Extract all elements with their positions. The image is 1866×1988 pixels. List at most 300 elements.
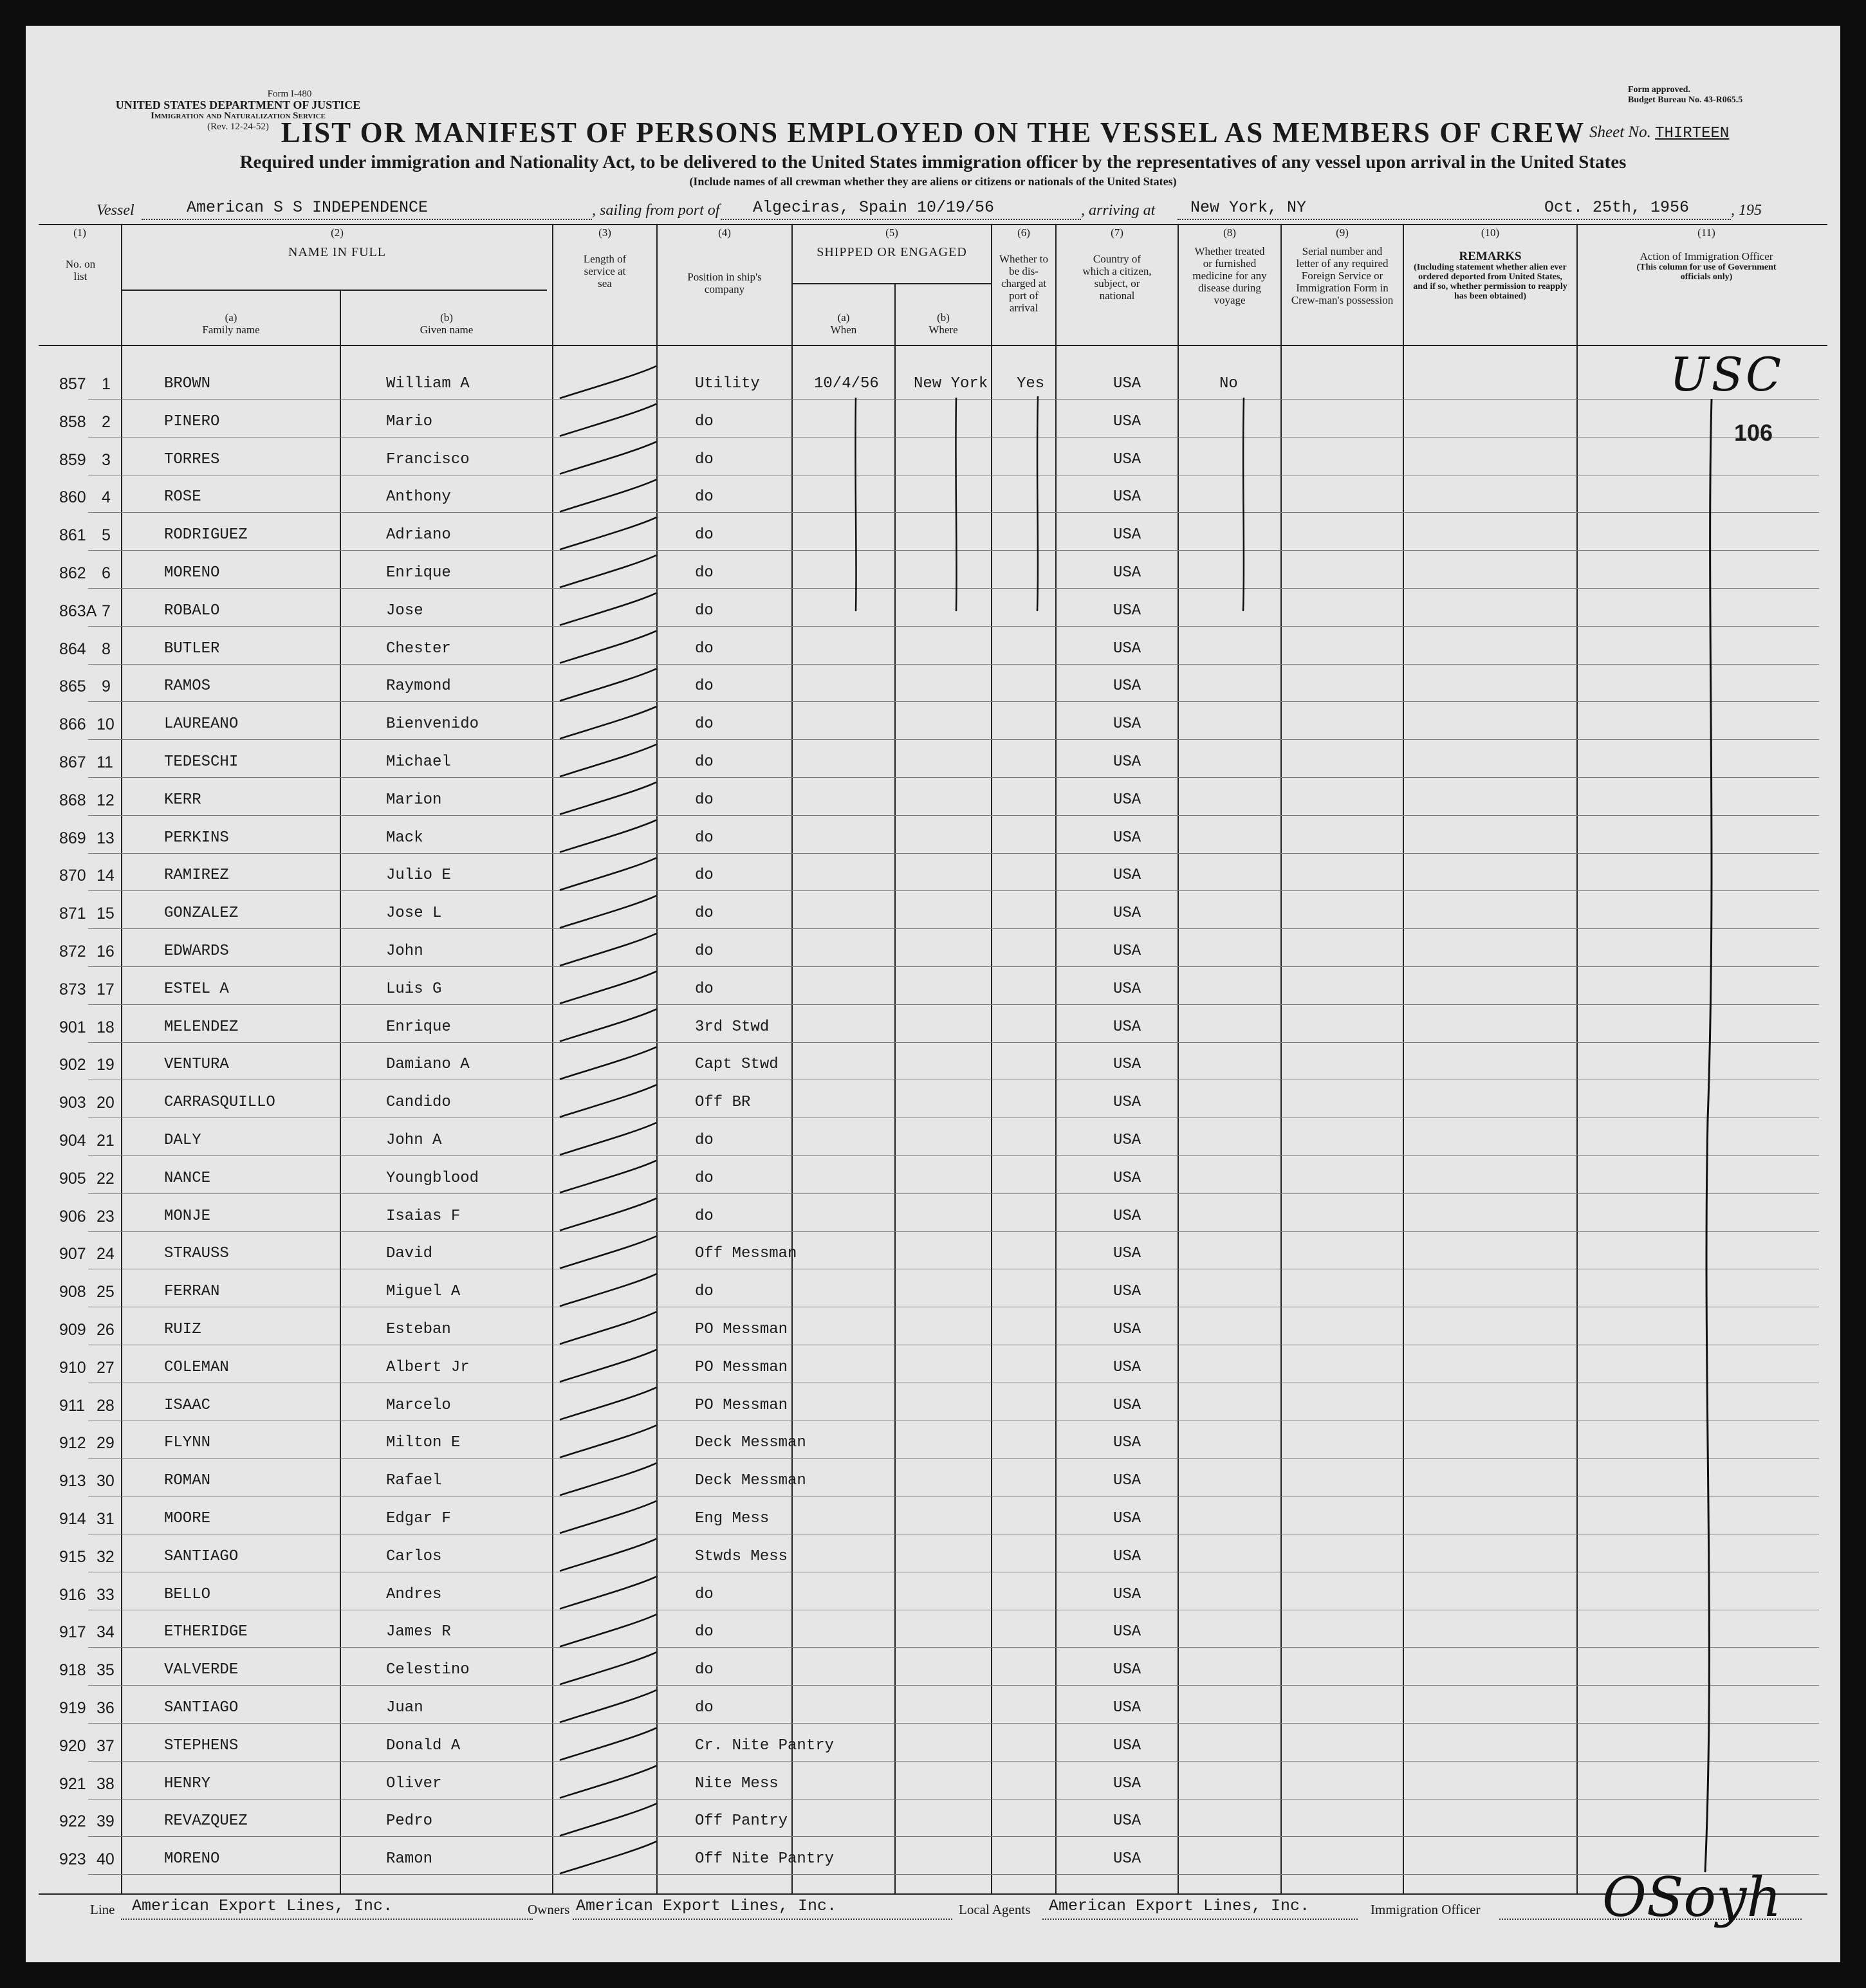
list-number: 37 [97,1736,115,1755]
position: do [695,753,714,771]
col11-title: Action of Immigration Officer [1640,250,1773,262]
position: do [695,1132,714,1149]
col4-number: (4) [718,226,731,239]
position: do [695,791,714,809]
family-name: GONZALEZ [164,905,239,923]
family-name: EDWARDS [164,943,229,960]
country: USA [1113,640,1141,658]
service-slash [560,631,656,663]
position: do [695,1661,714,1679]
country: USA [1113,1207,1141,1225]
service-slash [560,934,656,966]
service-slash [560,1274,656,1306]
position: PO Messman [695,1321,788,1338]
position: do [695,1283,714,1301]
list-number: 40 [97,1850,115,1869]
family-name: MOORE [164,1510,211,1527]
footer-owners-value: American Export Lines, Inc. [576,1897,837,1915]
country: USA [1113,375,1141,392]
position: do [695,1699,714,1716]
position: 3rd Stwd [695,1018,770,1036]
service-slash [560,1085,656,1117]
list-number: 38 [97,1774,115,1793]
manifest-line-id: 865 [59,677,86,696]
col7-title: Country of which a citizen, subject, or national [1082,253,1152,302]
position: do [695,1585,714,1603]
page-note: (Include names of all crewman whether they are aliens or citizens or nationals of the United States) [689,175,1177,188]
family-name: ETHERIDGE [164,1623,248,1641]
manifest-line-id: 915 [59,1547,86,1566]
country: USA [1113,450,1141,468]
col2b-title: Given name [420,324,474,336]
family-name: BUTLER [164,640,220,658]
service-slash [560,1425,656,1457]
family-name: SANTIAGO [164,1547,239,1565]
service-slash [560,555,656,587]
given-name: Jose L [386,905,442,923]
family-name: LAUREANO [164,715,239,733]
given-name: Pedro [386,1812,433,1830]
manifest-line-id: 920 [59,1736,86,1755]
country: USA [1113,1283,1141,1301]
service-slash [560,1009,656,1042]
family-name: PINERO [164,412,220,430]
country: USA [1113,1321,1141,1338]
list-number: 1 [102,375,111,393]
manifest-line-id: 908 [59,1283,86,1302]
position: do [695,943,714,960]
country: USA [1113,1018,1141,1036]
family-name: NANCE [164,1169,211,1187]
list-number: 17 [97,980,115,999]
list-number: 6 [102,564,111,582]
list-number: 11 [97,753,113,771]
manifest-line-id: 911 [59,1396,85,1415]
manifest-line-id: 862 [59,564,86,582]
col5-title: SHIPPED OR ENGAGED [817,245,967,259]
country: USA [1113,1623,1141,1641]
position: do [695,715,714,733]
table-bottom-border [39,1893,1827,1895]
given-name: Candido [386,1094,451,1112]
service-slash [560,1841,656,1873]
given-name: Juan [386,1699,423,1716]
footer-owners-underline [573,1919,952,1920]
col8-title: Whether treated or furnished medicine for any disease during voyage [1192,245,1267,306]
list-number: 22 [97,1169,115,1188]
given-name: Francisco [386,450,470,468]
given-name: Jose [386,602,423,620]
family-name: ESTEL A [164,980,229,998]
given-name: Julio E [386,867,451,885]
col5b-title: Where [928,324,958,336]
position: Off Messman [695,1245,797,1263]
manifest-line-id: 870 [59,867,86,885]
ditto-line-discharge [1037,396,1038,611]
service-slash [560,366,656,398]
country: USA [1113,1510,1141,1527]
country: USA [1113,1812,1141,1830]
family-name: SANTIAGO [164,1699,239,1716]
footer-line-value: American Export Lines, Inc. [132,1897,393,1915]
country: USA [1113,1699,1141,1716]
discharge: Yes [1017,375,1045,392]
service-slash-marks [560,366,656,1873]
given-name: John A [386,1132,442,1149]
shipped-when: 10/4/56 [814,375,879,392]
position: do [695,1169,714,1187]
page-title: LIST OR MANIFEST OF PERSONS EMPLOYED ON THE VESSEL AS MEMBERS OF CREW [281,116,1585,149]
given-name: James R [386,1623,451,1641]
service-slash [560,479,656,511]
position: Off Pantry [695,1812,788,1830]
service-slash [560,517,656,549]
officer-count: 106 [1734,419,1773,446]
family-name: FLYNN [164,1434,211,1452]
col9-title: Serial number and letter of any required Foreign Service or Immigration Form in Crew-man's possession [1291,245,1394,306]
given-name: William A [386,375,470,392]
given-name: Anthony [386,488,451,506]
manifest-line-id: 901 [59,1018,86,1036]
family-name: KERR [164,791,201,809]
country: USA [1113,1434,1141,1452]
manifest-line-id: 858 [59,412,86,431]
service-slash [560,442,656,474]
given-name: Edgar F [386,1510,451,1527]
position: do [695,980,714,998]
family-name: ISAAC [164,1396,211,1414]
service-slash [560,1577,656,1609]
department-name: UNITED STATES DEPARTMENT OF JUSTICE [115,98,361,111]
position: Nite Mess [695,1774,779,1792]
country: USA [1113,867,1141,885]
given-name: Bienvenido [386,715,479,733]
manifest-line-id: 919 [59,1699,86,1717]
family-name: RAMOS [164,677,211,695]
given-name: Marcelo [386,1396,451,1414]
col2-title: NAME IN FULL [288,245,386,259]
list-number: 7 [102,602,111,620]
col2b-number: (b) [440,311,453,324]
list-number: 13 [97,829,115,847]
service-slash [560,1199,656,1231]
col2-number: (2) [331,226,344,239]
service-slash [560,1652,656,1684]
country: USA [1113,1169,1141,1187]
col11-note: (This column for use of Government officials only) [1636,262,1777,282]
col10-title: REMARKS [1459,250,1522,263]
given-name: Luis G [386,980,442,998]
service-slash [560,1501,656,1533]
manifest-line-id: 916 [59,1585,86,1604]
service-name: Immigration and Naturalization Service [151,111,326,121]
footer-line-underline [121,1919,533,1920]
footer-agents-label: Local Agents [959,1902,1031,1917]
manifest-line-id: 863A [59,602,97,620]
service-slash [560,971,656,1004]
sheet-number-value: THIRTEEN [1655,125,1730,142]
footer-line-label: Line [90,1902,115,1917]
position: Off Nite Pantry [695,1850,835,1868]
list-number: 28 [97,1396,115,1415]
col10-number: (10) [1481,226,1500,239]
position: Capt Stwd [695,1056,779,1074]
position: Stwds Mess [695,1547,788,1565]
list-number: 26 [97,1321,115,1339]
given-name: Adriano [386,526,451,544]
page-subtitle: Required under immigration and Nationality Act, to be delivered to the United States immigration officer by the representatives of any vessel upon arrival in the United States [239,152,1627,172]
given-name: Mario [386,412,433,430]
country: USA [1113,1396,1141,1414]
budget-bureau: Budget Bureau No. 43-R065.5 [1628,95,1743,105]
arriving-label: , arriving at [1081,202,1156,219]
manifest-line-id: 917 [59,1623,86,1642]
given-name: Damiano A [386,1056,470,1074]
col5-number: (5) [885,226,898,239]
list-number: 35 [97,1661,115,1680]
list-number: 30 [97,1472,115,1491]
manifest-line-id: 859 [59,450,86,469]
given-name: Isaias F [386,1207,461,1225]
manifest-sheet [26,26,1840,1962]
manifest-line-id: 914 [59,1510,86,1528]
port-label: , sailing from port of [592,202,720,219]
family-name: COLEMAN [164,1358,229,1376]
given-name: Miguel A [386,1283,461,1301]
col5a-title: When [830,324,857,336]
list-number: 9 [102,677,111,696]
manifest-line-id: 904 [59,1132,86,1150]
given-name: Esteban [386,1321,451,1338]
service-slash [560,896,656,928]
country: USA [1113,1661,1141,1679]
service-slash [560,668,656,701]
country: USA [1113,1774,1141,1792]
service-slash [560,1123,656,1155]
family-name: BELLO [164,1585,211,1603]
list-number: 5 [102,526,111,545]
list-number: 16 [97,943,115,961]
officer-signature: OSoyh [1602,1866,1782,1929]
officer-stamp-usc: USC [1670,347,1784,401]
country: USA [1113,1736,1141,1754]
sheet-number-label: Sheet No. [1589,124,1651,141]
arriving-value: New York, NY [1190,198,1307,217]
col3-title: Length of service at sea [583,253,627,290]
list-number: 15 [97,905,115,923]
manifest-line-id: 857 [59,375,86,393]
col10-note: (Including statement whether alien ever ordered deported from United States, and if so, whether permission to reapply has been obtained) [1413,262,1567,301]
list-number: 8 [102,640,111,658]
list-number: 23 [97,1207,115,1226]
country: USA [1113,526,1141,544]
country: USA [1113,1245,1141,1263]
position: do [695,1623,714,1641]
family-name: RUIZ [164,1321,201,1338]
manifest-line-id: 873 [59,980,86,999]
service-slash [560,858,656,890]
position: do [695,640,714,658]
country: USA [1113,602,1141,620]
service-slash [560,1766,656,1798]
manifest-line-id: 912 [59,1434,86,1453]
position: Deck Messman [695,1472,806,1490]
family-name: MONJE [164,1207,211,1225]
list-number: 3 [102,450,111,469]
list-number: 36 [97,1699,115,1717]
form-number: Form I-480 [267,89,312,99]
footer-agents-value: American Export Lines, Inc. [1049,1897,1310,1915]
given-name: Youngblood [386,1169,479,1187]
form-revision: (Rev. 12-24-52) [207,122,269,132]
manifest-line-id: 868 [59,791,86,809]
col5a-number: (a) [837,311,850,324]
country: USA [1113,677,1141,695]
col7-number: (7) [1111,226,1123,239]
service-slash [560,1803,656,1836]
country: USA [1113,829,1141,847]
service-slash [560,1463,656,1495]
position: do [695,526,714,544]
list-number: 27 [97,1358,115,1377]
country: USA [1113,715,1141,733]
given-name: John [386,943,423,960]
list-number: 32 [97,1547,115,1566]
vessel-label: Vessel [97,202,134,219]
given-name: Michael [386,753,451,771]
given-name: Albert Jr [386,1358,470,1376]
manifest-line-id: 871 [59,905,86,923]
list-number: 24 [97,1245,115,1264]
country: USA [1113,1132,1141,1149]
family-name: ROMAN [164,1472,211,1490]
given-name: Enrique [386,1018,451,1036]
manifest-line-id: 866 [59,715,86,734]
manifest-line-id: 869 [59,829,86,847]
manifest-line-id: 913 [59,1472,86,1491]
country: USA [1113,1094,1141,1112]
given-name: Rafael [386,1472,442,1490]
family-name: HENRY [164,1774,211,1792]
country: USA [1113,943,1141,960]
family-name: STRAUSS [164,1245,229,1263]
country: USA [1113,488,1141,506]
date-value: Oct. 25th, 1956 [1544,198,1690,217]
given-name: Chester [386,640,451,658]
position: do [695,677,714,695]
position: do [695,602,714,620]
col9-number: (9) [1336,226,1349,239]
manifest-line-id: 918 [59,1661,86,1680]
service-slash [560,1350,656,1382]
manifest-line-id: 906 [59,1207,86,1226]
manifest-line-id: 907 [59,1245,86,1264]
country: USA [1113,1850,1141,1868]
position: do [695,867,714,885]
list-number: 18 [97,1018,115,1036]
manifest-line-id: 903 [59,1094,86,1112]
family-name: RAMIREZ [164,867,229,885]
given-name: Donald A [386,1736,461,1754]
officer-vertical-line [1705,399,1712,1872]
vessel-value: American S S INDEPENDENCE [187,198,429,217]
col6-title: Whether to be dis-charged at port of arrival [999,253,1048,314]
manifest-line-id: 872 [59,943,86,961]
col6-number: (6) [1017,226,1030,239]
family-name: REVAZQUEZ [164,1812,248,1830]
list-number: 34 [97,1623,115,1642]
position: PO Messman [695,1358,788,1376]
country: USA [1113,905,1141,923]
medicine: No [1219,375,1238,392]
form-approved: Form approved. [1628,85,1690,95]
family-name: TORRES [164,450,220,468]
service-slash [560,1312,656,1344]
manifest-line-id: 902 [59,1056,86,1074]
family-name: VALVERDE [164,1661,239,1679]
position: Utility [695,375,760,392]
shipped-where: New York [914,375,988,392]
list-number: 19 [97,1056,115,1074]
position: Deck Messman [695,1434,806,1452]
col11-number: (11) [1697,226,1715,239]
given-name: Milton E [386,1434,461,1452]
col1-number: (1) [73,226,86,239]
position: Off BR [695,1094,751,1112]
list-number: 20 [97,1094,115,1112]
manifest-line-id: 910 [59,1358,86,1377]
manifest-line-id: 860 [59,488,86,507]
list-number: 10 [97,715,115,734]
given-name: Ramon [386,1850,433,1868]
manifest-line-id: 867 [59,753,86,771]
manifest-line-id: 864 [59,640,86,658]
family-name: MORENO [164,564,220,582]
family-name: ROBALO [164,602,220,620]
list-number: 14 [97,867,115,885]
col4-title: Position in ship's company [687,271,762,295]
col2a-number: (a) [225,311,237,324]
given-name: Marion [386,791,442,809]
family-name: MELENDEZ [164,1018,239,1036]
service-slash [560,1690,656,1722]
position: do [695,564,714,582]
given-name: Mack [386,829,423,847]
col1-title: No. on list [65,258,96,282]
manifest-line-id: 909 [59,1321,86,1339]
family-name: STEPHENS [164,1736,239,1754]
list-number: 33 [97,1585,115,1604]
family-name: MORENO [164,1850,220,1868]
service-slash [560,744,656,777]
col5b-number: (b) [937,311,950,324]
country: USA [1113,1358,1141,1376]
service-slash [560,1728,656,1760]
family-name: CARRASQUILLO [164,1094,275,1112]
service-slash [560,1388,656,1420]
country: USA [1113,1585,1141,1603]
country: USA [1113,1547,1141,1565]
service-slash [560,1161,656,1193]
position: do [695,488,714,506]
service-slash [560,593,656,625]
family-name: ROSE [164,488,201,506]
pen-marks [26,26,1840,1962]
country: USA [1113,1472,1141,1490]
position: do [695,1207,714,1225]
service-slash [560,404,656,436]
service-slash [560,782,656,815]
